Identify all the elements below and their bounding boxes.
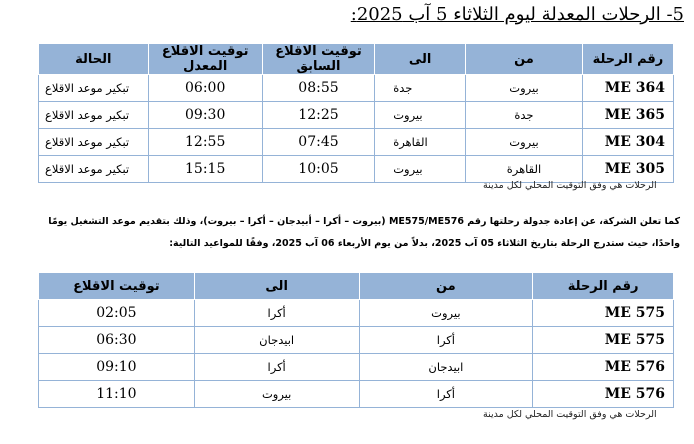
table-header-row — [39, 44, 674, 75]
origin-city: بيروت — [466, 129, 583, 156]
table-row — [39, 156, 674, 183]
old-departure-time: 12:25 — [262, 102, 374, 129]
local-time-note: الرحلات هي وفق التوقيت المحلي لكل مدينة — [483, 409, 657, 420]
header-from: من — [359, 273, 533, 300]
destination-city: أكرا — [194, 300, 359, 327]
destination-city: أكرا — [194, 354, 359, 381]
origin-city: القاهرة — [466, 156, 583, 183]
header-departure-time: توقيت الاقلاع — [39, 273, 195, 300]
header-to: الى — [375, 44, 466, 75]
header-status: الحالة — [39, 44, 149, 75]
table-row — [39, 300, 674, 327]
table-row — [39, 75, 674, 102]
departure-time: 11:10 — [39, 381, 195, 408]
departure-time: 06:30 — [39, 327, 195, 354]
departure-time: 09:10 — [39, 354, 195, 381]
header-flight-number: رقم الرحلة — [582, 44, 673, 75]
local-time-note: الرحلات هي وفق التوقيت المحلي لكل مدينة — [483, 180, 657, 191]
flight-number: ME 364 — [582, 75, 673, 102]
origin-city: أكرا — [359, 381, 533, 408]
destination-city: بيروت — [375, 156, 466, 183]
section-title: 5- الرحلات المعدلة ليوم الثلاثاء 5 آب 2025: — [350, 4, 684, 25]
header-to: الى — [194, 273, 359, 300]
header-old-departure: توقيت الاقلاع السابق — [262, 44, 374, 75]
flight-number: ME 304 — [582, 129, 673, 156]
origin-city: جدة — [466, 102, 583, 129]
destination-city: بيروت — [194, 381, 359, 408]
table-row — [39, 102, 674, 129]
flight-status: تبكير موعد الاقلاع — [39, 156, 149, 183]
flight-number: ME 576 — [533, 354, 674, 381]
destination-city: جدة — [375, 75, 466, 102]
table-header-row — [39, 273, 674, 300]
flight-status: تبكير موعد الاقلاع — [39, 102, 149, 129]
new-departure-time: 12:55 — [148, 129, 262, 156]
destination-city: القاهرة — [375, 129, 466, 156]
new-departure-time: 09:30 — [148, 102, 262, 129]
header-from: من — [466, 44, 583, 75]
table-row — [39, 354, 674, 381]
flight-number: ME 305 — [582, 156, 673, 183]
new-departure-time: 15:15 — [148, 156, 262, 183]
origin-city: ابيدجان — [359, 354, 533, 381]
table-row — [39, 129, 674, 156]
flight-number: ME 575 — [533, 300, 674, 327]
modified-flights-table — [38, 43, 674, 183]
old-departure-time: 08:55 — [262, 75, 374, 102]
origin-city: أكرا — [359, 327, 533, 354]
header-flight-number: رقم الرحلة — [533, 273, 674, 300]
destination-city: ابيدجان — [194, 327, 359, 354]
table-row — [39, 327, 674, 354]
origin-city: بيروت — [466, 75, 583, 102]
old-departure-time: 07:45 — [262, 129, 374, 156]
flight-status: تبكير موعد الاقلاع — [39, 129, 149, 156]
flight-number: ME 365 — [582, 102, 673, 129]
rescheduled-flights-table — [38, 272, 674, 408]
table-row — [39, 381, 674, 408]
old-departure-time: 10:05 — [262, 156, 374, 183]
flight-number: ME 575 — [533, 327, 674, 354]
departure-time: 02:05 — [39, 300, 195, 327]
destination-city: بيروت — [375, 102, 466, 129]
origin-city: بيروت — [359, 300, 533, 327]
announcement-line-1: كما تعلن الشركة، عن إعادة جدولة رحلتها رقم ME575/ME576 (بيروت – أكرا – أبيدجان – أكرا – بيروت)، وذلك بتقديم موعد التشغيل يومًا — [48, 216, 680, 227]
flight-status: تبكير موعد الاقلاع — [39, 75, 149, 102]
new-departure-time: 06:00 — [148, 75, 262, 102]
announcement-line-2: واحدًا، حيث ستدرج الرحلة بتاريخ الثلاثاء 05 آب 2025، بدلاً من يوم الأربعاء 06 آب 2025، وفقًا للمواعيد التالية: — [169, 238, 680, 249]
header-new-departure: توقيت الاقلاع المعدل — [148, 44, 262, 75]
flight-number: ME 576 — [533, 381, 674, 408]
